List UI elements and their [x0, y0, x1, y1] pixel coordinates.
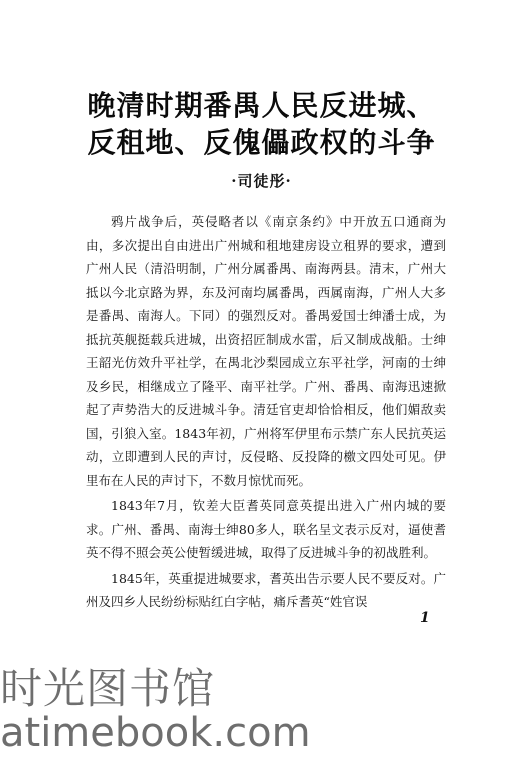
- body-paragraph-2: 1843年7月，钦差大臣耆英同意英提出进入广州内城的要求。广州、番禺、南海士绅80多人，联名呈文表示反对，逼使耆英不得不照会英公使暂缓进城，取得了反进城斗争的初战胜利。: [86, 498, 446, 560]
- watermark-url: atimebook.com: [0, 710, 311, 756]
- article-title-line-2: 反租地、反傀儡政权的斗争: [87, 126, 436, 159]
- author-byline: ·司徒彤·: [231, 172, 292, 190]
- body-paragraph-1: 鸦片战争后，英侵略者以《南京条约》中开放五口通商为由，多次提出自由进出广州城和租地建房设立租界的要求，遭到广州人民（清沿明制，广州分属番禺、南海两县。清末，广州大抵以今北京路为界，东及河南均属番禺，西属南海，广州人大多是番禺、南海人。下同）的强烈反对。番禺爱国士绅潘士成，为抵抗英舰挺载兵进城，出资招匠制成水雷，后又制成战船。士绅王韶光仿效升平社学，在禺北沙梨园成立东平社学，河南的士绅及乡民，相继成立了隆平、南平社学。广州、番禺、南海迅速掀起了声势浩大的反进城斗争。清廷官吏却恰恰相反，他们媚敌卖国，引狼入室。1843年初，广州将军伊里布示禁广东人民抗英运动，立即遭到人民的声讨，反侵略、反投降的檄文四处可见。伊里布在人民的声讨下，不数月惊忧而死。: [86, 214, 446, 488]
- page-number: 1: [420, 610, 430, 626]
- watermark-chinese: 时光图书馆: [0, 664, 216, 713]
- article-title-line-1: 晚清时期番禺人民反进城、: [87, 89, 436, 122]
- body-paragraph-3: 1845年，英重提进城要求，耆英出告示要人民不要反对。广州及四乡人民纷纷标贴红白字帖，痛斥耆英“姓官误: [86, 570, 446, 609]
- article-body: [86, 210, 446, 614]
